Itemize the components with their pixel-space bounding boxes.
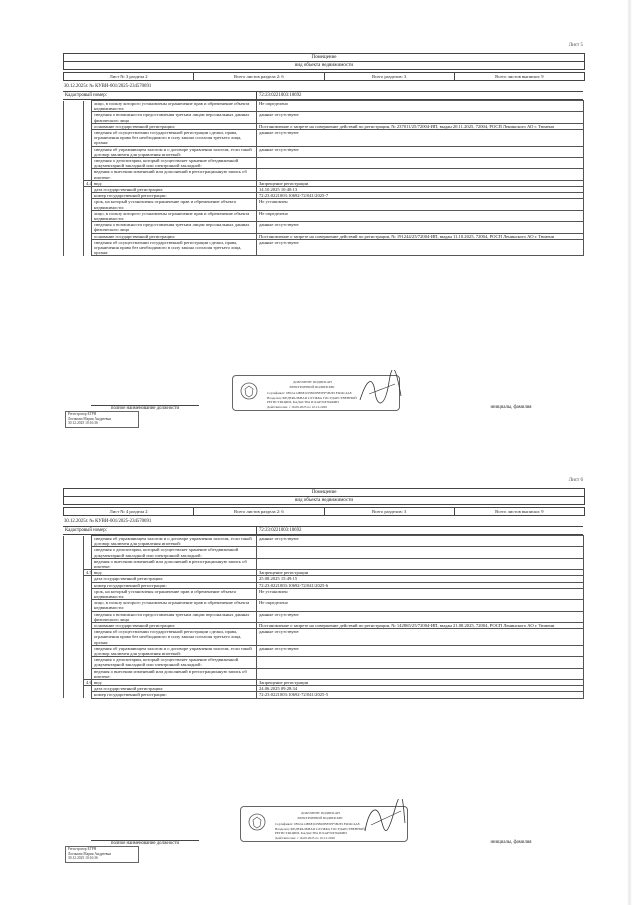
table-row xyxy=(64,130,584,147)
outer-cell xyxy=(64,130,84,147)
field-value xyxy=(257,158,584,169)
field-label: номер государственной регистрации: xyxy=(92,582,257,588)
cadastral-value: 72:23:0221003:10692 xyxy=(256,92,301,99)
stamp-line-2: ЭЛЕКТРОННОЙ ПОДПИСЬЮ xyxy=(297,816,343,820)
row-number xyxy=(84,600,92,611)
field-value: Постановление о запрете на совершение действий по регистрации, № 191244/25/72004-ИП, выдан 11.10.2025, 72004, РОСП Ленинского АО г. Тюмени xyxy=(257,233,584,239)
meta-extract-total: Всего листов выписки: 9 xyxy=(495,74,544,79)
outer-cell xyxy=(64,645,84,656)
field-value: 72:23:0221003:10692-72/041/2025-7 xyxy=(257,193,584,199)
field-label: сведения об осуществлении государственной регистрации сделки, права, ограничения права без необходимого в силу закона согласия третьего лица, органа: xyxy=(92,239,257,256)
field-label: сведения о депозитарии, который осуществляет хранение обездвиженной документарной закладной или электронной закладной: xyxy=(92,158,257,169)
field-value: Постановление о запрете на совершение действий по регистрации, № 237011/25/72004-ИП, выдан 20.11.2025, 72004, РОСП Ленинского АО г. Тюмени xyxy=(257,123,584,129)
records-table xyxy=(63,535,584,699)
object-subtitle: вид объекта недвижимости xyxy=(294,63,354,68)
field-label: сведения об управляющем залогом и о договоре управления залогом, если такой договор заключен для управления ипотекой: xyxy=(92,536,257,547)
field-label: сведения об управляющем залогом и о договоре управления залогом, если такой договор заключен для управления ипотекой: xyxy=(92,146,257,157)
field-value xyxy=(257,668,584,679)
field-value: данные отсутствуют xyxy=(257,239,584,256)
field-label: сведения о возможности предоставления третьим лицам персональных данных физического лица xyxy=(92,611,257,622)
field-value: данные отсутствуют xyxy=(257,130,584,147)
outer-cell xyxy=(64,169,84,180)
sheet-number: Лист 6 xyxy=(568,478,583,483)
table-row xyxy=(64,600,584,611)
stamp-line-1: ДОКУМЕНТ ПОДПИСАН xyxy=(293,380,332,384)
row-number xyxy=(84,588,92,599)
field-value: данные отсутствуют xyxy=(257,611,584,622)
e-signature-stamp xyxy=(232,375,400,411)
outer-cell xyxy=(64,547,84,558)
row-number xyxy=(84,547,92,558)
table-row xyxy=(64,645,584,656)
row-number: 4.4 xyxy=(84,180,92,186)
outer-cell xyxy=(64,600,84,611)
stamp-line-5: РЕГИСТРАЦИИ, КАДАСТРА И КАРТОГРАФИИ xyxy=(267,400,339,404)
registrar-signature xyxy=(65,846,139,863)
field-value: данные отсутствуют xyxy=(257,146,584,157)
table-row xyxy=(64,101,584,112)
table-row xyxy=(64,210,584,221)
field-value xyxy=(257,547,584,558)
row-number xyxy=(84,210,92,221)
field-value: Постановление о запрете на совершение действий по регистрации, № 142865/25/72004-ИП, выдан 21.08.2025, 72004, РОСП Ленинского АО г. Тюмени xyxy=(257,623,584,629)
field-value: данные отсутствуют xyxy=(257,222,584,233)
registrar-name: Логинова Мария Андреевна xyxy=(68,416,112,421)
table-row xyxy=(64,123,584,129)
field-label: сведения об управляющем залогом и о договоре управления залогом, если такой договор заключен для управления ипотекой: xyxy=(92,645,257,656)
registrar-name: Логинова Мария Андреевна xyxy=(68,851,112,856)
signature-scribble xyxy=(359,799,409,839)
outer-cell xyxy=(64,210,84,221)
document-id: 30.12.2025г. № КУВИ-001/2025-234570691 xyxy=(64,519,152,524)
object-title: Помещение xyxy=(64,54,584,62)
outer-cell xyxy=(64,629,84,646)
table-row xyxy=(64,239,584,256)
row-number xyxy=(84,112,92,123)
emblem-icon xyxy=(239,381,259,401)
stamp-line-3: Сертификат: 0852A14B6E1D5B45BE5EF5B2E1F4D4C4A8 xyxy=(275,822,360,826)
outer-cell xyxy=(64,692,84,698)
table-row xyxy=(64,668,584,679)
stamp-line-2: ЭЛЕКТРОННОЙ ПОДПИСЬЮ xyxy=(289,385,335,389)
stamp-line-5: РЕГИСТРАЦИИ, КАДАСТРА И КАРТОГРАФИИ xyxy=(275,831,347,835)
field-value: Не определено xyxy=(257,600,584,611)
sheet-meta xyxy=(63,507,585,516)
row-number xyxy=(84,222,92,233)
field-label: сведения об осуществлении государственной регистрации сделки, права, ограничения права без необходимого в силу закона согласия третьего лица, органа: xyxy=(92,629,257,646)
table-row xyxy=(64,611,584,622)
field-label: сведения о возможности предоставления третьим лицам персональных данных физического лица xyxy=(92,112,257,123)
outer-cell xyxy=(64,199,84,210)
sheet-meta xyxy=(63,72,585,81)
meta-section-sheet: Лист № 3 раздела 2 xyxy=(64,73,194,80)
field-value: Не установлен xyxy=(257,199,584,210)
table-row xyxy=(64,629,584,646)
e-signature-stamp xyxy=(240,806,408,842)
stamp-line-1: ДОКУМЕНТ ПОДПИСАН xyxy=(301,811,340,815)
cadastral-label: Кадастровый номер: xyxy=(65,93,107,98)
table-row xyxy=(64,112,584,123)
registrar-timestamp: 30.12.2025 10:16:36 xyxy=(68,421,98,426)
table-row xyxy=(64,536,584,547)
field-label: ведения о внесении изменений или дополнений в регистрационную запись об ипотеке: xyxy=(92,558,257,569)
field-label: основание государственной регистрации: xyxy=(92,623,257,629)
row-number xyxy=(84,611,92,622)
outer-cell xyxy=(64,222,84,233)
field-value: данные отсутствуют xyxy=(257,629,584,646)
field-value: 24.06.2025 09:28:34 xyxy=(257,686,584,692)
field-value: данные отсутствуют xyxy=(257,112,584,123)
field-label: лицо, в пользу которого установлены ограничение прав и обременение объекта недвижимости: xyxy=(92,101,257,112)
field-label: срок, на который установлены ограничение прав и обременение объекта недвижимости: xyxy=(92,588,257,599)
field-value: 14.10.2025 10:40:13 xyxy=(257,187,584,193)
table-row xyxy=(64,158,584,169)
sheet-number: Лист 5 xyxy=(568,43,583,48)
field-label: сведения о возможности предоставления третьим лицам персональных данных физического лица xyxy=(92,222,257,233)
row-number xyxy=(84,239,92,256)
document-id: 30.12.2025г. № КУВИ-001/2025-234570691 xyxy=(64,84,152,89)
object-subtitle: вид объекта недвижимости xyxy=(294,498,354,503)
object-header xyxy=(63,488,585,505)
registrar-role: Регистратор ЕГРН xyxy=(68,412,97,416)
meta-section-sheet: Лист № 4 раздела 2 xyxy=(64,508,194,515)
field-value: Запрещение регистрации xyxy=(257,680,584,686)
field-value xyxy=(257,169,584,180)
field-label: срок, на который установлены ограничение прав и обременение объекта недвижимости: xyxy=(92,199,257,210)
row-number xyxy=(84,101,92,112)
outer-cell xyxy=(64,536,84,547)
outer-cell xyxy=(64,657,84,668)
name-caption: инициалы, фамилия xyxy=(490,405,532,410)
field-label: вид: xyxy=(92,570,257,576)
field-label: основание государственной регистрации: xyxy=(92,233,257,239)
meta-sections-total: Всего разделов: 3 xyxy=(325,508,455,515)
table-row xyxy=(64,588,584,599)
field-label: лицо, в пользу которого установлены ограничение прав и обременение объекта недвижимости: xyxy=(92,210,257,221)
row-number xyxy=(84,146,92,157)
row-number xyxy=(84,536,92,547)
field-label: номер государственной регистрации: xyxy=(92,193,257,199)
object-header xyxy=(63,53,585,70)
outer-cell xyxy=(64,101,84,112)
field-label: ведения о внесении изменений или дополнений в регистрационную запись об ипотеке: xyxy=(92,169,257,180)
row-number xyxy=(84,629,92,646)
registrar-timestamp: 30.12.2025 10:16:36 xyxy=(68,856,98,861)
field-label: вид: xyxy=(92,180,257,186)
outer-cell xyxy=(64,668,84,679)
cadastral-row xyxy=(63,526,583,535)
field-value xyxy=(257,657,584,668)
meta-section-total: Всего листов раздела 2: 6 xyxy=(194,73,324,80)
table-row xyxy=(64,623,584,629)
position-caption: полное наименование должности xyxy=(91,405,199,411)
row-number: 4.6 xyxy=(84,680,92,686)
table-row xyxy=(64,547,584,558)
field-value: 25.08.2025 15:49:15 xyxy=(257,576,584,582)
cadastral-row xyxy=(63,91,583,100)
table-row xyxy=(64,222,584,233)
field-label: дата государственной регистрации: xyxy=(92,686,257,692)
field-label: лицо, в пользу которого установлены ограничение прав и обременение объекта недвижимости: xyxy=(92,600,257,611)
records-table xyxy=(63,100,584,256)
row-number xyxy=(84,645,92,656)
table-row xyxy=(64,146,584,157)
field-value: Не установлен xyxy=(257,588,584,599)
field-label: сведения о депозитарии, который осуществляет хранение обездвиженной документарной закладной или электронной закладной: xyxy=(92,547,257,558)
table-row xyxy=(64,199,584,210)
position-caption: полное наименование должности xyxy=(91,840,199,846)
outer-cell xyxy=(64,158,84,169)
field-label: сведения об осуществлении государственной регистрации сделки, права, ограничения права без необходимого в силу закона согласия третьего лица, органа: xyxy=(92,130,257,147)
field-value: данные отсутствуют xyxy=(257,645,584,656)
field-value: Не определено xyxy=(257,101,584,112)
field-label: дата государственной регистрации: xyxy=(92,576,257,582)
field-label: дата государственной регистрации: xyxy=(92,187,257,193)
field-value: 72:23:0221003:10692-72/041/2025-6 xyxy=(257,582,584,588)
stamp-line-3: Сертификат: 0852A14B6E1D5B45BE5EF5B2E1F4D4C4A8 xyxy=(267,391,352,395)
stamp-line-4: Владелец: ФЕДЕРАЛЬНАЯ СЛУЖБА ГОСУДАРСТВЕННОЙ xyxy=(275,827,365,831)
field-label: ведения о внесении изменений или дополнений в регистрационную запись об ипотеке: xyxy=(92,668,257,679)
field-label: вид: xyxy=(92,680,257,686)
stamp-line-4: Владелец: ФЕДЕРАЛЬНАЯ СЛУЖБА ГОСУДАРСТВЕННОЙ xyxy=(267,396,357,400)
table-row xyxy=(64,558,584,569)
table-row xyxy=(64,233,584,239)
outer-cell xyxy=(64,558,84,569)
table-row xyxy=(64,169,584,180)
name-caption: инициалы, фамилия xyxy=(490,840,532,845)
stamp-line-6: Действителен: с 16.09.2025 по 10.12.2026 xyxy=(267,405,327,409)
signature-scribble xyxy=(355,370,405,410)
field-value: Запрещение регистрации xyxy=(257,180,584,186)
table-row xyxy=(64,692,584,698)
cadastral-value: 72:23:0221003:10692 xyxy=(256,527,301,534)
registrar-role: Регистратор ЕГРН xyxy=(68,847,97,851)
row-number xyxy=(84,199,92,210)
field-label: основание государственной регистрации: xyxy=(92,123,257,129)
field-value: Запрещение регистрации xyxy=(257,570,584,576)
registrar-signature xyxy=(65,411,139,428)
scan-edge xyxy=(627,0,632,905)
outer-cell xyxy=(64,112,84,123)
field-label: номер государственной регистрации: xyxy=(92,692,257,698)
field-value: данные отсутствуют xyxy=(257,536,584,547)
row-number: 4.5 xyxy=(84,570,92,576)
emblem-icon xyxy=(247,812,267,832)
outer-cell xyxy=(64,146,84,157)
cadastral-label: Кадастровый номер: xyxy=(65,528,107,533)
field-label: сведения о депозитарии, который осуществляет хранение обездвиженной документарной закладной или электронной закладной: xyxy=(92,657,257,668)
row-number xyxy=(84,130,92,147)
field-value: Не определено xyxy=(257,210,584,221)
outer-cell xyxy=(64,611,84,622)
row-number xyxy=(84,169,92,180)
stamp-line-6: Действителен: с 16.09.2025 по 10.12.2026 xyxy=(275,836,335,840)
field-value: 72:23:0221003:10692-72/041/2025-5 xyxy=(257,692,584,698)
table-row xyxy=(64,657,584,668)
meta-extract-total: Всего листов выписки: 9 xyxy=(495,509,544,514)
row-number xyxy=(84,668,92,679)
row-number xyxy=(84,657,92,668)
row-number xyxy=(84,158,92,169)
outer-cell xyxy=(64,239,84,256)
row-number xyxy=(84,558,92,569)
field-value xyxy=(257,558,584,569)
row-number xyxy=(84,692,92,698)
meta-sections-total: Всего разделов: 3 xyxy=(325,73,455,80)
outer-cell xyxy=(64,588,84,599)
object-title: Помещение xyxy=(64,489,584,497)
meta-section-total: Всего листов раздела 2: 6 xyxy=(194,508,324,515)
